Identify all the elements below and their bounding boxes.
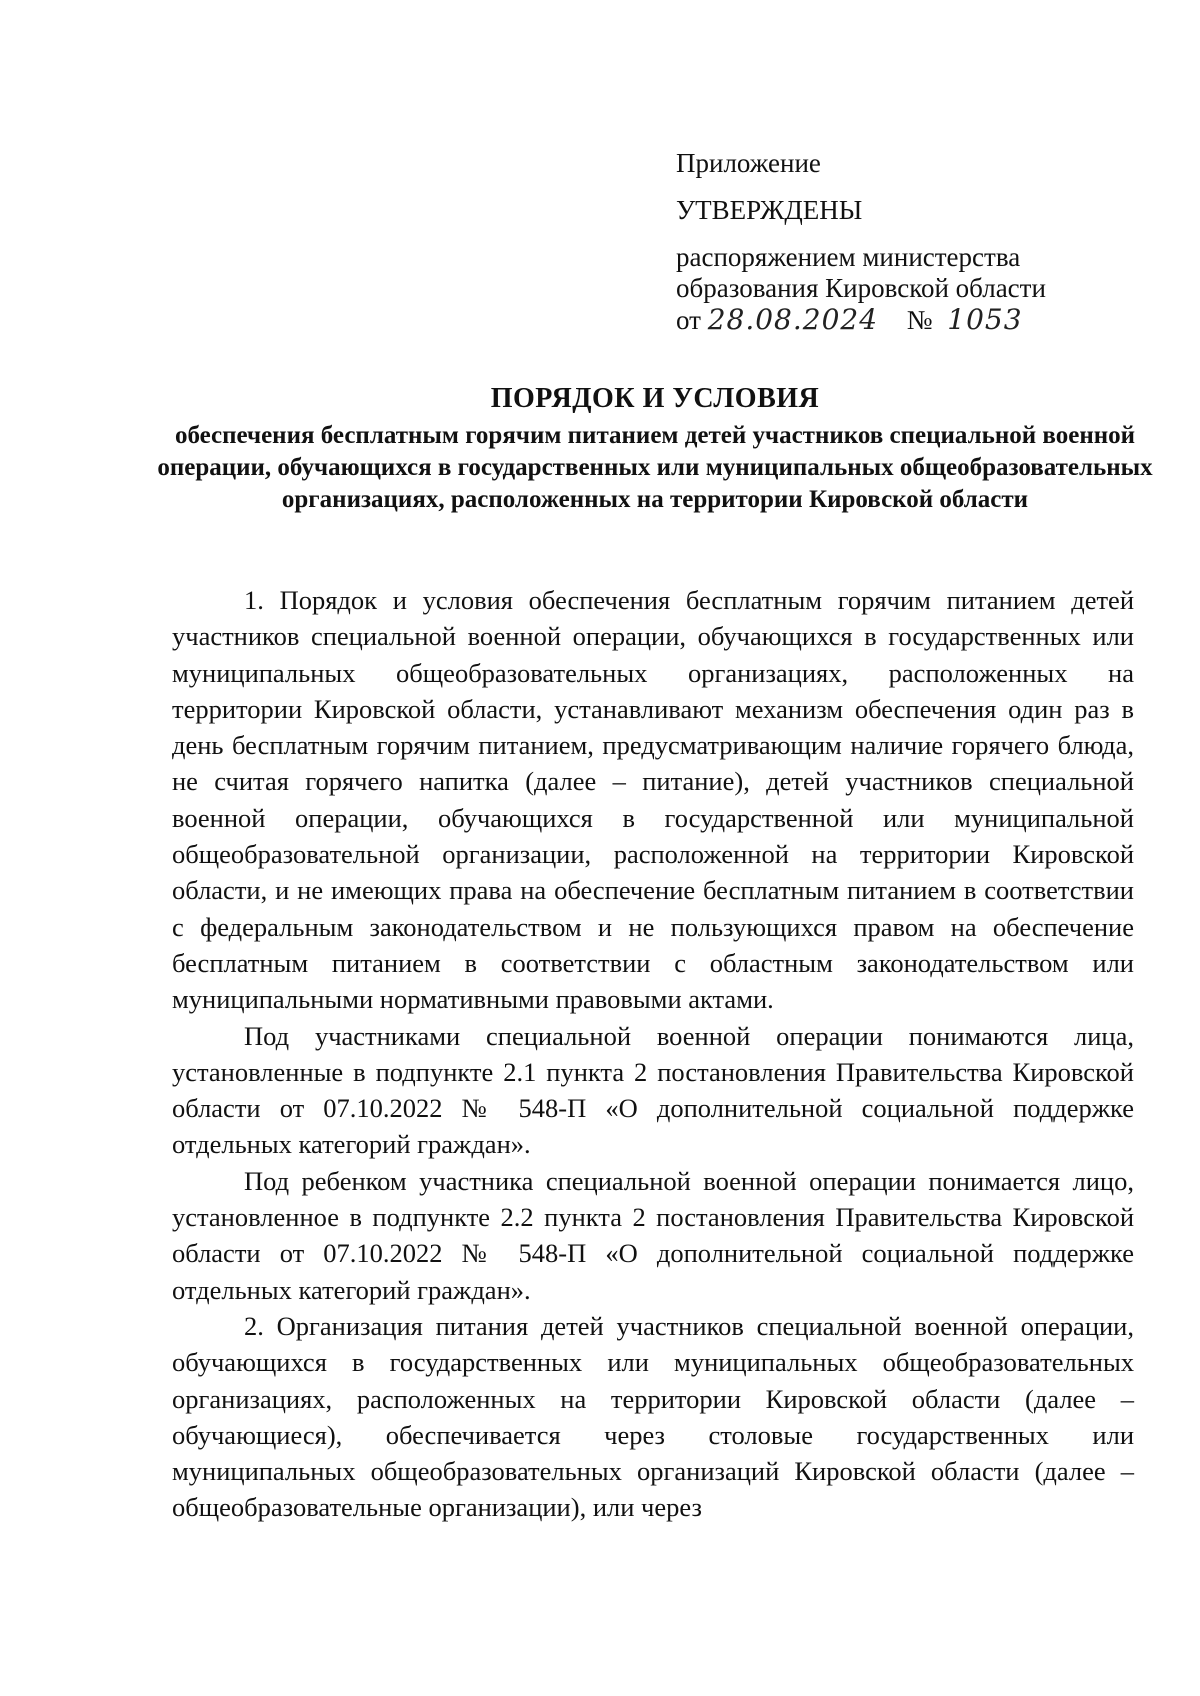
order-line-1: распоряжением министерства (676, 242, 1021, 272)
document-title: ПОРЯДОК И УСЛОВИЯ (490, 383, 820, 414)
handwritten-date: 28.08.2024 (707, 303, 879, 336)
paragraph-4: 2. Организация питания детей участников специальной военной операции, обучающихся в государственных или муниципальных общеобразовательных организациях, расположенных на территории Кировской области (далее – обучающиеся), обеспечивается через столовые государственных или муниципальных общеобразовательных организаций Кировской области (далее – общеобразовательные организации), или через (172, 1310, 1134, 1523)
order-line-2: образования Кировской области (676, 273, 1046, 303)
paragraph-2: Под участниками специальной военной операции понимаются лица, установленные в подпункте 2.1 пункта 2 постановления Правительства Кировской области от 07.10.2022 № 548-П «О дополнительной социальной поддержке отдельных категорий граждан». (172, 1020, 1134, 1160)
number-label: № (906, 305, 933, 335)
document-body (172, 582, 1134, 1526)
date-prefix: от (676, 305, 701, 335)
approved-label: УТВЕРЖДЕНЫ (676, 195, 863, 225)
document-subtitle: обеспечения бесплатным горячим питанием детей участников специальной военной операции, обучающихся в государственных или муниципальных общеобразовательных организациях, расположенных на территории Кировской области (157, 422, 1153, 513)
paragraph-3: Под ребенком участника специальной военной операции понимается лицо, установленное в подпункте 2.2 пункта 2 постановления Правительства Кировской области от 07.10.2022 № 548-П «О дополнительной социальной поддержке отдельных категорий граждан». (172, 1165, 1134, 1305)
handwritten-number: 1053 (947, 303, 1023, 336)
paragraph-1: 1. Порядок и условия обеспечения бесплатным горячим питанием детей участников специальной военной операции, обучающихся в государственных или муниципальных общеобразовательных организациях, расположенных на территории Кировской области, устанавливают механизм обеспечения один раз в день бесплатным горячим питанием, предусматривающим наличие горячего блюда, не считая горячего напитка (далее – питание), детей участников специальной военной операции, обучающихся в государственной или муниципальной общеобразовательной организации, расположенной на территории Кировской области, и не имеющих права на обеспечение бесплатным питанием в соответствии с федеральным законодательством и не пользующихся правом на обеспечение бесплатным питанием в соответствии с областным законодательством или муниципальными нормативными правовыми актами. (172, 585, 1134, 1015)
order-date-number-line (676, 304, 1136, 336)
approval-stamp-block (676, 148, 1136, 336)
appendix-label: Приложение (676, 148, 821, 178)
document-title-block (150, 382, 1160, 516)
